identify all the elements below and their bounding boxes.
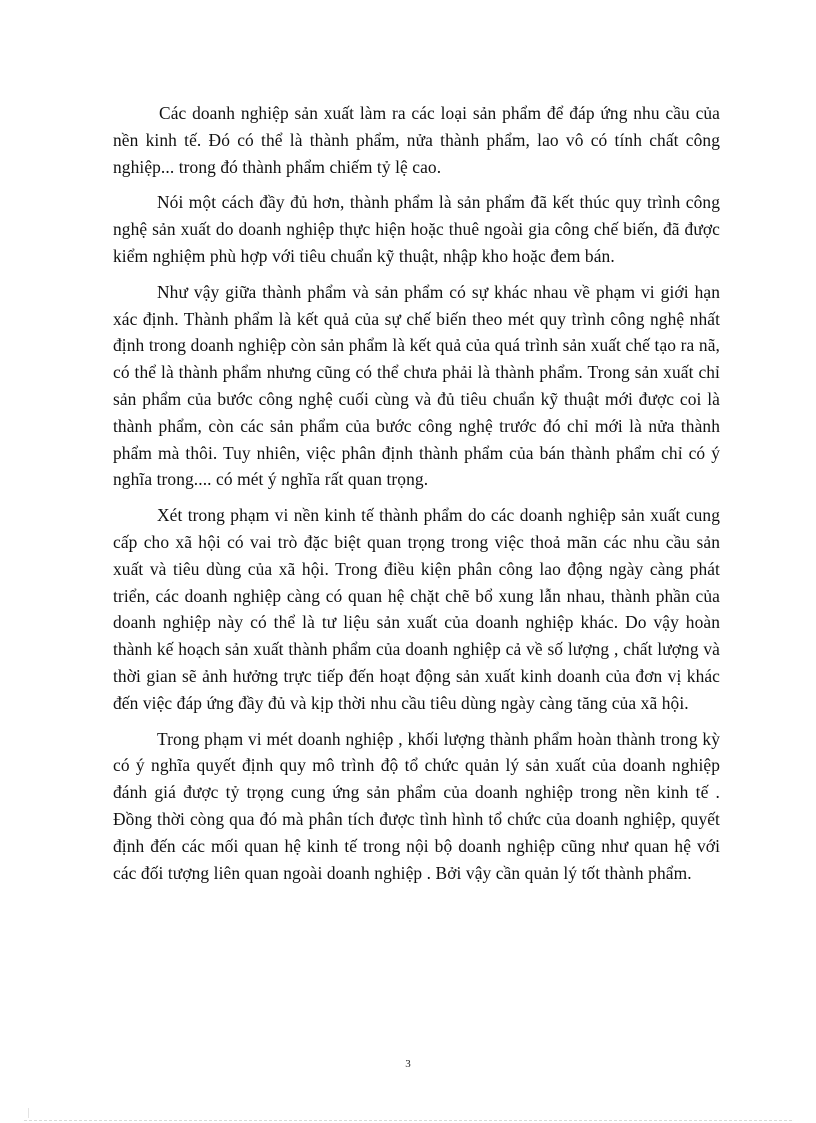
paragraph-4: Xét trong phạm vi nền kinh tế thành phẩm do các doanh nghiệp sản xuất cung cấp cho xã hội có vai trò đặc biệt quan trọng trong việc thoả mãn các nhu cầu sản xuất và tiêu dùng của xã hội. Trong điều kiện phân công lao động ngày càng phát triển, các doanh nghiệp càng có quan hệ chặt chẽ bổ xung lẫn nhau, thành phần của doanh nghiệp này có thể là tư liệu sản xuất của doanh nghiệp khác. Do vậy hoàn thành kế hoạch sản xuất thành phẩm của doanh nghiệp cả về số lượng , chất lượng và thời gian sẽ ảnh hưởng trực tiếp đến hoạt động sản xuất kinh doanh của đơn vị khác đến việc đáp ứng đầy đủ và kịp thời nhu cầu tiêu dùng ngày càng tăng của xã hội. — [113, 505, 720, 713]
paragraph-1: Các doanh nghiệp sản xuất làm ra các loại sản phẩm để đáp ứng nhu cầu của nền kinh tế. Đó có thể là thành phẩm, nửa thành phẩm, lao vô có tính chất công nghiệp... trong đó thành phẩm chiếm tỷ lệ cao. — [113, 103, 720, 177]
paragraph-3: Như vậy giữa thành phẩm và sản phẩm có sự khác nhau về phạm vi giới hạn xác định. Thành phẩm là kết quả của sự chế biến theo mét quy trình công nghệ nhất định trong doanh nghiệp còn sản phẩm là kết quả của quá trình sản xuất chế tạo ra nã, có thể là thành phẩm nhưng cũng có thể chưa phải là thành phẩm. Trong sản xuất chỉ sản phẩm của bước công nghệ cuối cùng và đủ tiêu chuẩn kỹ thuật mới được coi là thành phẩm, còn các sản phẩm của bước công nghệ trước đó chỉ mới là nửa thành phẩm mà thôi. Tuy nhiên, việc phân định thành phẩm của bán thành phẩm chỉ có ý nghĩa trong.... có mét ý nghĩa rất quan trọng. — [113, 281, 720, 490]
page-corner-mark — [28, 1108, 30, 1118]
paragraph-5: Trong phạm vi mét doanh nghiệp , khối lượng thành phẩm hoàn thành trong kỳ có ý nghĩa quyết định quy mô trình độ tổ chức quản lý sản xuất của doanh nghiệp đánh giá được tỷ trọng cung ứng sản phẩm của doanh nghiệp trong nền kinh tế . Đồng thời còng qua đó mà phân tích được tình hình tổ chức của doanh nghiệp, quyết định đến các mối quan hệ kinh tế trong nội bộ doanh nghiệp cũng như quan hệ với các đối tượng liên quan ngoài doanh nghiệp . Bởi vậy cần quản lý tốt thành phẩm. — [113, 728, 720, 883]
page-number: 3 — [405, 1058, 411, 1070]
paragraph-2: Nói một cách đầy đủ hơn, thành phẩm là sản phẩm đã kết thúc quy trình công nghệ sản xuất do doanh nghiệp thực hiện hoặc thuê ngoài gia công chế biến, đã được kiểm nghiệm phù hợp với tiêu chuẩn kỹ thuật, nhập kho hoặc đem bán. — [113, 192, 720, 266]
page-bottom-edge — [24, 1120, 792, 1121]
document-body — [113, 100, 720, 895]
